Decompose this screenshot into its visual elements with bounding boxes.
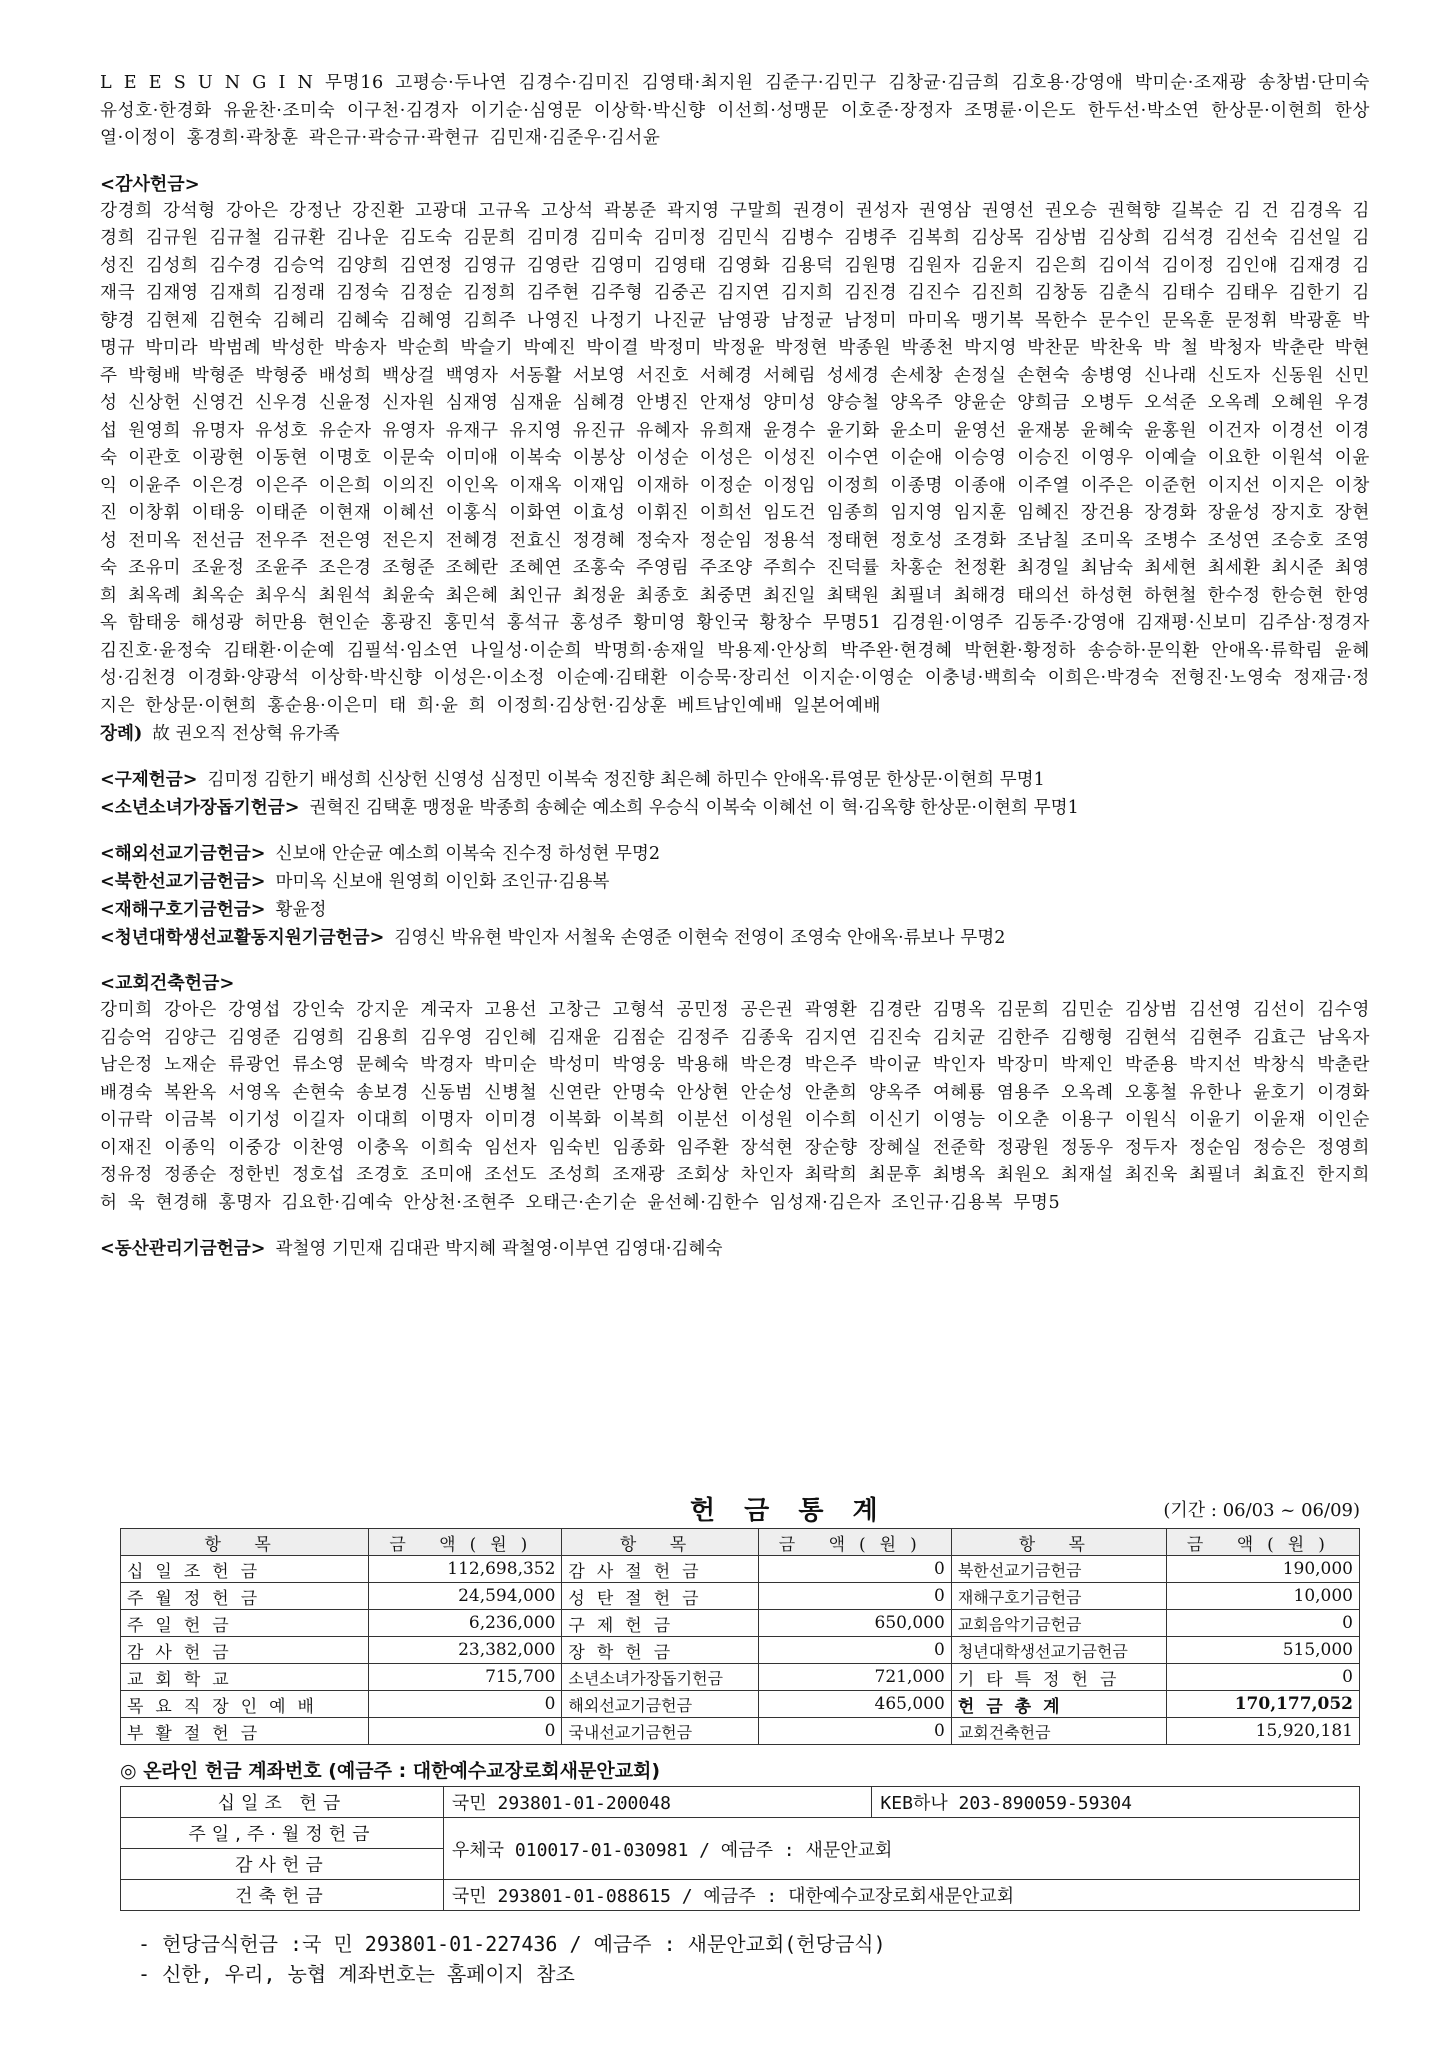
table-row [121,1610,1360,1637]
property-heading: <동산관리기금헌금> [100,1238,266,1259]
north-korea-line [100,868,1370,896]
stats-amount: 515,000 [1166,1637,1359,1664]
stats-title: 헌 금 통 계 [690,1496,888,1526]
stats-amount: 23,382,000 [369,1637,562,1664]
stats-amount: 24,594,000 [369,1583,562,1610]
tithe-account-keb: KEB하나 203-890059-59304 [872,1787,1360,1818]
stats-amount: 0 [758,1718,951,1745]
relief-section [100,766,1370,822]
stats-item: 주월정헌금 [121,1583,369,1610]
table-row [121,1583,1360,1610]
stats-amount: 6,236,000 [369,1610,562,1637]
memorial-text: 故 권오직 전상혁 유가족 [152,724,340,744]
col-header-item: 항 목 [121,1529,369,1556]
stats-header [110,1490,1360,1524]
stats-header-row [121,1529,1360,1556]
memorial-line [100,720,1370,748]
relief-line [100,766,1370,794]
thanks-names-list: 강경희 강석형 강아은 강정난 강진환 고광대 고규옥 고상석 곽봉준 곽지영 구말희 권경이 권성자 권영삼 권영선 권오승 권혁향 길복순 김 건 김경옥 김경희 김규원 김규철 김규환 김나운 김도숙 김문희 김미경 김미숙 김미정 김민식 김병수 김병주 김복희 김상목 김상범 김상희 김석경 김선숙 김선일 김성진 김성희 김수경 김승억 김양희 김연정 김영규 김영란 김영미 김영태 김영화 김용덕 김원명 김원자 김윤지 김은희 김이석 김이정 김인애 김재경 김재극 김재영 김재희 김정래 김정숙 김정순 김정희 김주현 김주형 김중곤 김지연 김지희 김진경 김진수 김진희 김창동 김춘식 김태수 김태우 김한기 김향경 김현제 김현숙 김혜리 김혜숙 김혜영 김희주 나영진 나정기 나진균 남영광 남정균 남정미 마미옥 맹기복 목한수 문수인 문옥훈 문정휘 박광훈 박명규 박미라 박범례 박성한 박송자 박순희 박슬기 박예진 박이결 박정미 박정윤 박정현 박종원 박종천 박지영 박찬문 박찬욱 박 철 박청자 박춘란 박현주 박형배 박형준 박형중 배성희 백상걸 백영자 서동활 서보영 서진호 서혜경 서혜림 성세경 손세창 손정실 손현숙 송병영 신나래 신도자 신동원 신민성 신상헌 신영건 신우경 신윤정 신자원 심재영 심재윤 심혜경 안병진 안재성 양미성 양승철 양옥주 양윤순 양희금 오병두 오석준 오옥례 오혜원 우경섭 원영희 유명자 유성호 유순자 유영자 유재구 유지영 유진규 유혜자 유희재 윤경수 윤기화 윤소미 윤영선 윤재봉 윤혜숙 윤홍원 이건자 이경선 이경숙 이관호 이광현 이동현 이명호 이문숙 이미애 이복숙 이봉상 이성순 이성은 이성진 이수연 이순애 이승영 이승진 이영우 이예슬 이요한 이원석 이윤익 이윤주 이은경 이은주 이은희 이의진 이인옥 이재옥 이재임 이재하 이정순 이정임 이정희 이종명 이종애 이주열 이주은 이준헌 이지선 이지은 이창진 이창휘 이태웅 이태준 이현재 이혜선 이홍식 이화연 이효성 이휘진 이희선 임도건 임종희 임지영 임지훈 임혜진 장건용 장경화 장윤성 장지호 장현성 전미옥 전선금 전우주 전은영 전은지 전혜경 전효신 정경혜 정숙자 정순임 정용석 정태현 정호성 조경화 조남칠 조미옥 조병수 조성연 조승호 조영숙 조유미 조윤정 조윤주 조은경 조형준 조혜란 조혜연 조홍숙 주영림 주조양 주희수 진덕률 차홍순 천정환 최경일 최남숙 최세현 최세환 최시준 최영희 최옥례 최옥순 최우식 최원석 최윤숙 최은혜 최인규 최정윤 최종호 최중면 최진일 최택원 최필녀 최해경 태의선 하성현 하현철 한수정 한승현 한영옥 함태웅 해성광 허만용 현인순 홍광진 홍민석 홍석규 홍성주 황미영 황인국 황창수 무명51 김경원·이영주 김동주·강영애 김재평·신보미 김주삼·정경자 김진호·윤정숙 김태환·이순예 김필석·임소연 나일성·이순희 박명희·송재일 박용제·안상희 박주완·현경혜 박현환·황정하 송승하·문익환 안애옥·류학림 윤혜성·김천경 이경화·양광석 이상학·박신향 이성은·이소정 이순예·김태환 이승묵·장리선 이지순·이영순 이충녕·백희숙 이희은·박경숙 전형진·노영숙 정재금·정지은 한상문·이현희 홍순용·이은미 태 희·윤 희 이정희·김상헌·김상훈 베트남인예배 일본어예배 [100,200,1371,716]
youth-mission-names: 김영신 박유현 박인자 서철욱 손영준 이현숙 전영이 조영숙 안애옥·류보나 무명2 [394,928,1006,948]
stats-item: 장학헌금 [562,1637,758,1664]
weekly-label: 주일,주·월정헌금 [121,1818,444,1849]
table-row [121,1880,1360,1911]
stats-item: 구제헌금 [562,1610,758,1637]
stats-item: 성탄절헌금 [562,1583,758,1610]
stats-amount: 10,000 [1166,1583,1359,1610]
stats-item: 재해구호기금헌금 [951,1583,1166,1610]
stats-item: 목요직장인예배 [121,1691,369,1718]
property-line [100,1235,1370,1263]
stats-item: 해외선교기금헌금 [562,1691,758,1718]
top-names-list: L E E S U N G I N 무명16 고평승·두나연 김경수·김미진 김영태·최지원 김준구·김민구 김창균·김금희 김호용·강영애 박미순·조재광 송창범·단미숙 유성호·한경화 유윤찬·조미숙 이구천·김경자 이기순·심영문 이상학·박신향 이선희·성맹문 이호준·장정자 조명륜·이은도 한두선·박소연 한상문·이현희 한상열·이정이 홍경희·곽창훈 곽은규·곽승규·곽현규 김민재·김준우·김서윤 [100,73,1371,148]
stats-item: 감사절헌금 [562,1556,758,1583]
building-account: 국민 293801-01-088615 / 예금주 : 대한예수교장로회새문안교회 [443,1880,1359,1911]
disaster-line [100,896,1370,924]
overseas-line [100,840,1370,868]
disaster-names: 황윤정 [275,900,327,920]
stats-item: 감사헌금 [121,1637,369,1664]
table-row [121,1691,1360,1718]
stats-amount-total: 170,177,052 [1166,1691,1359,1718]
online-account-title: ◎ 온라인 헌금 계좌번호 (예금주 : 대한예수교장로회새문안교회) [120,1760,661,1782]
stats-amount: 715,700 [369,1664,562,1691]
youth-mission-heading: <청년대학생선교활동지원기금헌금> [100,927,385,948]
table-row [121,1818,1360,1849]
relief-names: 김미정 김한기 배성희 신상헌 신영성 심정민 이복숙 정진향 최은혜 하민수 안애옥·류영문 한상문·이현희 무명1 [207,770,1045,790]
stats-item: 교회학교 [121,1664,369,1691]
building-label: 건축헌금 [121,1880,444,1911]
overseas-names: 신보애 안순균 예소희 이복숙 진수정 하성현 무명2 [275,844,661,864]
offering-lists [100,70,1370,1263]
tithe-account-kookmin: 국민 293801-01-200048 [443,1787,872,1818]
col-header-item: 항 목 [951,1529,1166,1556]
youth-household-heading: <소년소녀가장돕기헌금> [100,797,300,818]
stats-amount: 0 [758,1556,951,1583]
table-row [121,1664,1360,1691]
thanks-heading: <감사헌금> [100,173,200,195]
stats-amount: 112,698,352 [369,1556,562,1583]
col-header-item: 항 목 [562,1529,758,1556]
mission-section [100,840,1370,952]
north-korea-names: 마미옥 신보애 원영희 이인화 조인규·김용복 [275,872,610,892]
table-row [121,1787,1360,1818]
stats-item: 청년대학생선교기금헌금 [951,1637,1166,1664]
building-section [100,970,1370,1217]
stats-item: 교회건축헌금 [951,1718,1166,1745]
stats-item-total: 헌금총계 [951,1691,1166,1718]
property-names: 곽철영 기민재 김대관 박지혜 곽철영·이부연 김영대·김혜숙 [275,1239,723,1259]
stats-item: 교회음악기금헌금 [951,1610,1166,1637]
table-row [121,1718,1360,1745]
memorial-heading: 장례) [100,723,143,744]
youth-household-line [100,794,1370,822]
tithe-label: 십일조 헌금 [121,1787,444,1818]
stats-item: 국내선교기금헌금 [562,1718,758,1745]
stats-amount: 15,920,181 [1166,1718,1359,1745]
stats-period: (기간 : 06/03 ~ 06/09) [1163,1500,1360,1521]
youth-mission-line [100,924,1370,952]
relief-heading: <구제헌금> [100,769,198,790]
stats-amount: 650,000 [758,1610,951,1637]
stats-amount: 0 [758,1583,951,1610]
stats-item: 기타특정헌금 [951,1664,1166,1691]
youth-household-names: 권혁진 김택훈 맹정윤 박종희 송혜순 예소희 우승식 이복숙 이혜선 이 혁·김옥향 한상문·이현희 무명1 [309,798,1079,818]
stats-item: 십일조헌금 [121,1556,369,1583]
table-row [121,1556,1360,1583]
building-names-list: 강미희 강아은 강영섭 강인숙 강지운 계국자 고용선 고창근 고형석 공민정 공은권 곽영환 김경란 김명옥 김문희 김민순 김상범 김선영 김선이 김수영 김승억 김양근 김영준 김영희 김용희 김우영 김인혜 김재윤 김점순 김정주 김종욱 김지연 김진숙 김치균 김한주 김행형 김현석 김현주 김효근 남옥자 남은정 노재순 류광언 류소영 문혜숙 박경자 박미순 박성미 박영웅 박용해 박은경 박은주 박이균 박인자 박장미 박제인 박준용 박지선 박창식 박춘란 배경숙 복완옥 서영옥 손현숙 송보경 신동범 신병철 신연란 안명숙 안상현 안순성 안춘희 양옥주 여혜룡 염용주 오옥례 오홍철 유한나 윤호기 이경화 이규락 이금복 이기성 이길자 이대희 이명자 이미경 이복화 이복희 이분선 이성원 이수희 이신기 이영능 이오춘 이용구 이원식 이윤기 이윤재 이인순 이재진 이종익 이중강 이찬영 이충옥 이희숙 임선자 임숙빈 임종화 임주환 장석현 장순향 장혜실 전준학 정광원 정동우 정두자 정순임 정승은 정영희 정유정 정종순 정한빈 정호섭 조경호 조미애 조선도 조성희 조재광 조회상 차인자 최락희 최문후 최병옥 최원오 최재설 최진욱 최필녀 최효진 한지희 허 욱 현경해 홍명자 김요한·김예숙 안상천·조현주 오태근·손기순 윤선혜·김한수 임성재·김은자 조인규·김용복 무명5 [100,1000,1370,1213]
thanks-section [100,171,1370,749]
stats-item: 주일헌금 [121,1610,369,1637]
stats-amount: 0 [369,1718,562,1745]
post-office-account: 우체국 010017-01-030981 / 예금주 : 새문안교회 [443,1818,1359,1880]
stats-amount: 190,000 [1166,1556,1359,1583]
north-korea-heading: <북한선교기금헌금> [100,871,266,892]
stats-amount: 0 [1166,1610,1359,1637]
thanks-label: 감사헌금 [121,1849,444,1880]
col-header-amount: 금 액(원) [369,1529,562,1556]
stats-amount: 465,000 [758,1691,951,1718]
stats-amount: 0 [1166,1664,1359,1691]
col-header-amount: 금 액(원) [1166,1529,1359,1556]
online-account-table [120,1786,1360,1911]
disaster-heading: <재해구호기금헌금> [100,899,266,920]
col-header-amount: 금 액(원) [758,1529,951,1556]
offering-stats-table [120,1528,1360,1745]
stats-amount: 0 [369,1691,562,1718]
overseas-heading: <해외선교기금헌금> [100,843,266,864]
property-section [100,1235,1370,1263]
stats-item: 북한선교기금헌금 [951,1556,1166,1583]
stats-item: 부활절헌금 [121,1718,369,1745]
table-row [121,1637,1360,1664]
stats-amount: 0 [758,1637,951,1664]
stats-amount: 721,000 [758,1664,951,1691]
homepage-note: - 신한, 우리, 농협 계좌번호는 홈페이지 참조 [138,1962,575,1986]
dedication-fasting-note: - 헌당금식헌금 :국 민 293801-01-227436 / 예금주 : 새문안교회(헌당금식) [138,1932,886,1956]
stats-item: 소년소녀가장돕기헌금 [562,1664,758,1691]
building-heading: <교회건축헌금> [100,973,235,994]
